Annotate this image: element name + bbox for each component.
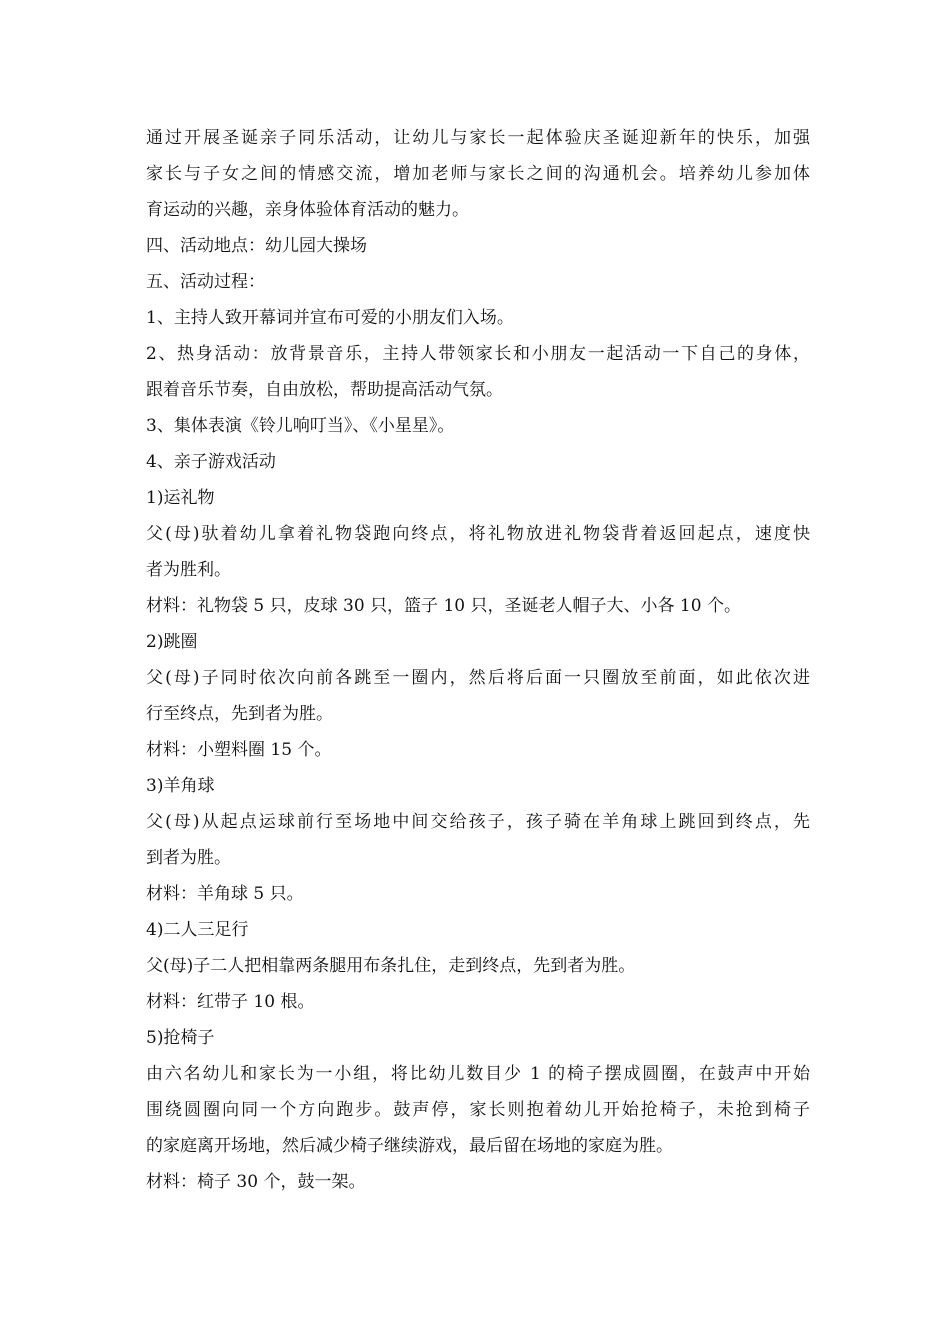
game-description: 行至终点，先到者为胜。 xyxy=(146,704,333,724)
game-materials: 材料：羊角球 5 只。 xyxy=(146,884,304,904)
game-description: 到者为胜。 xyxy=(146,848,231,868)
game-description: 围绕圆圈向同一个方向跑步。鼓声停，家长则抱着幼儿开始抢椅子，未抢到椅子 xyxy=(146,1100,810,1120)
game-materials: 材料：礼物袋 5 只，皮球 30 只，篮子 10 只，圣诞老人帽子大、小各 10 个。 xyxy=(146,596,741,616)
section-heading-process: 五、活动过程： xyxy=(146,272,265,292)
game-description: 的家庭离开场地，然后减少椅子继续游戏，最后留在场地的家庭为胜。 xyxy=(146,1136,673,1156)
game-description: 父(母)从起点运球前行至场地中间交给孩子，孩子骑在羊角球上跳回到终点，先 xyxy=(146,812,810,832)
game-description: 者为胜利。 xyxy=(146,560,231,580)
game-title: 2)跳圈 xyxy=(146,632,198,652)
step-item: 1、主持人致开幕词并宣布可爱的小朋友们入场。 xyxy=(146,308,514,328)
paragraph-line: 跟着音乐节奏，自由放松，帮助提高活动气氛。 xyxy=(146,380,503,400)
game-description: 父(母)子二人把相靠两条腿用布条扎住，走到终点，先到者为胜。 xyxy=(146,956,636,976)
paragraph-line: 家长与子女之间的情感交流，增加老师与家长之间的沟通机会。培养幼儿参加体 xyxy=(146,164,810,184)
paragraph-line: 育运动的兴趣，亲身体验体育活动的魅力。 xyxy=(146,200,469,220)
game-description: 父(母)子同时依次向前各跳至一圈内，然后将后面一只圈放至前面，如此依次进 xyxy=(146,668,810,688)
step-item: 3、集体表演《铃儿响叮当》、《小星星》。 xyxy=(146,416,455,436)
document-body xyxy=(146,120,810,1200)
game-description: 父(母)驮着幼儿拿着礼物袋跑向终点，将礼物放进礼物袋背着返回起点，速度快 xyxy=(146,524,810,544)
step-item: 2、热身活动：放背景音乐，主持人带领家长和小朋友一起活动一下自己的身体， xyxy=(146,344,810,364)
game-description: 由六名幼儿和家长为一小组，将比幼儿数目少 1 的椅子摆成圆圈，在鼓声中开始 xyxy=(146,1064,810,1084)
game-title: 5)抢椅子 xyxy=(146,1028,215,1048)
paragraph-line: 通过开展圣诞亲子同乐活动，让幼儿与家长一起体验庆圣诞迎新年的快乐，加强 xyxy=(146,128,810,148)
game-title: 3)羊角球 xyxy=(146,776,215,796)
game-materials: 材料：红带子 10 根。 xyxy=(146,992,315,1012)
section-heading-location: 四、活动地点：幼儿园大操场 xyxy=(146,236,367,256)
game-title: 4)二人三足行 xyxy=(146,920,249,940)
game-materials: 材料：椅子 30 个，鼓一架。 xyxy=(146,1172,366,1192)
game-title: 1)运礼物 xyxy=(146,488,215,508)
step-item: 4、亲子游戏活动 xyxy=(146,452,276,472)
game-materials: 材料：小塑料圈 15 个。 xyxy=(146,740,332,760)
